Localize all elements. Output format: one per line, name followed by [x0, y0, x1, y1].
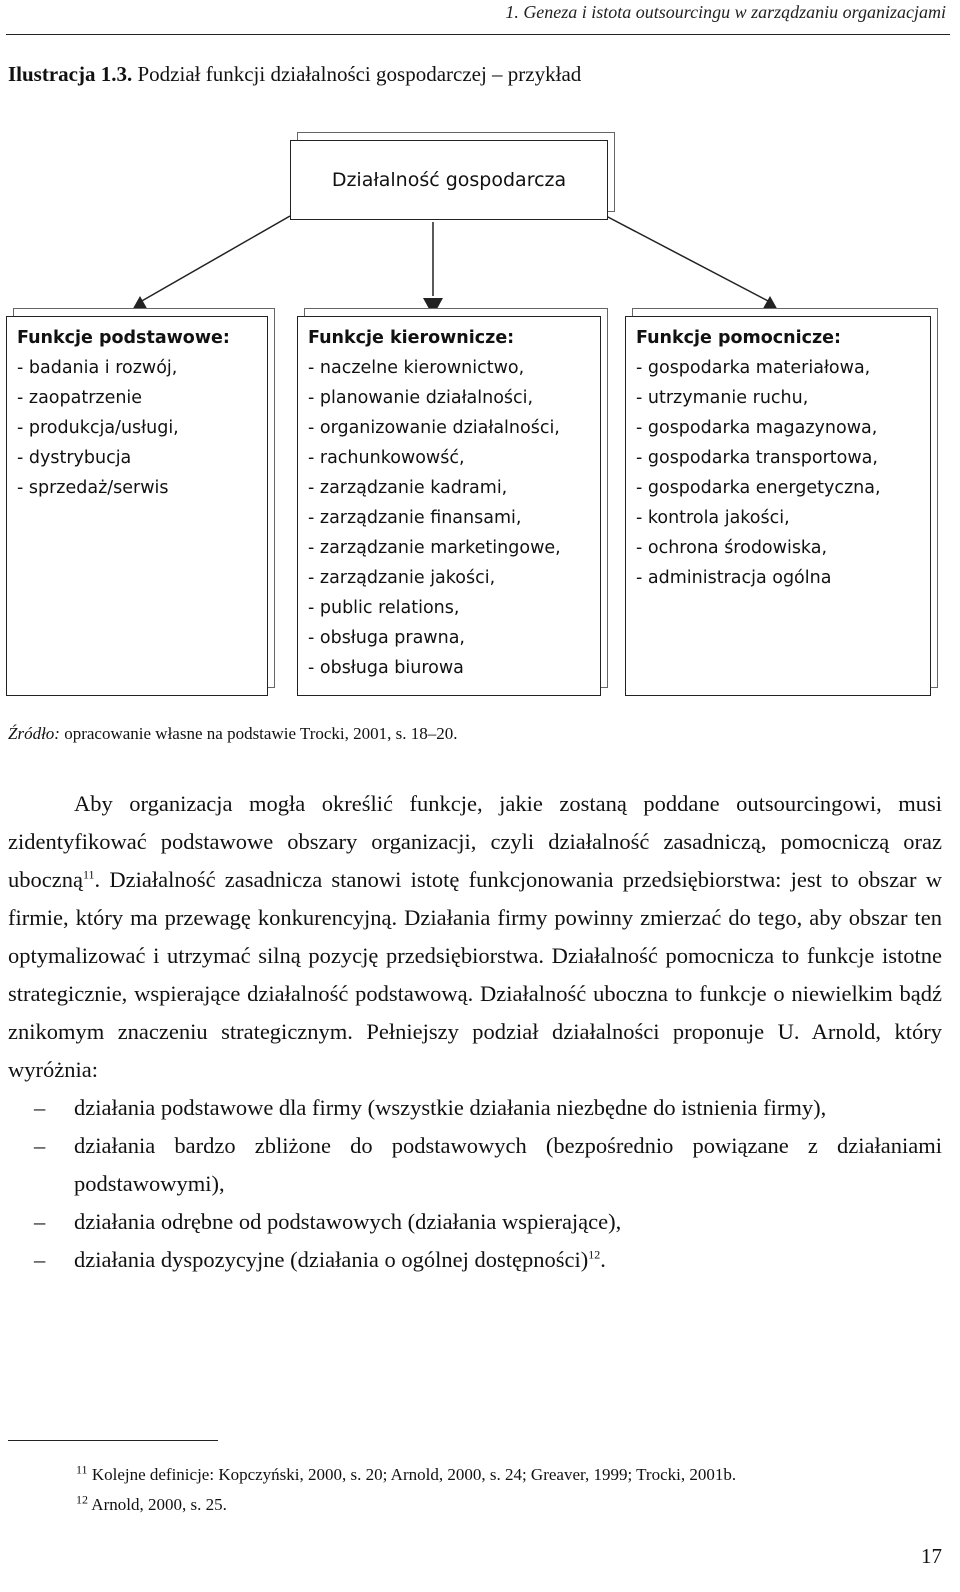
list-item-text: działania podstawowe dla firmy (wszystkie działania niezbędne do istnienia firmy),: [74, 1095, 827, 1120]
box-heading: Funkcje pomocnicze:: [636, 328, 842, 348]
dash-bullet: –: [34, 1209, 46, 1234]
list-item: - badania i rozwój,: [17, 358, 178, 378]
top-box-business-activity: [290, 140, 608, 220]
arnold-list: [8, 1089, 942, 1279]
list-item: [8, 1203, 942, 1241]
paragraph-part-b: . Działalność zasadnicza stanowi istotę funkcjonowania przedsiębiorstwa: jest to obszar w firmie, który ma przewagę konkurencyjną. Działania firmy powinny zmierzać do tego, aby obszar ten optymalizować i utrzymać silną pozycję przedsiębiorstwa. Działalność pomocnicza to funkcje istotne strategicznie, wspierające działalność podstawową. Działalność uboczna to funkcje o niewielkim bądź znikomym znaczeniu strategicznym. Pełniejszy podział działalności proponuje U. Arnold, który wyróżnia:: [8, 867, 942, 1082]
list-item: - zarządzanie jakości,: [308, 568, 496, 588]
running-title: 1. Geneza i istota outsourcingu w zarządzaniu organizacjami: [505, 2, 946, 22]
footnote-number: 12: [76, 1492, 88, 1507]
footnotes: [76, 1460, 736, 1520]
list-item: - ochrona środowiska,: [636, 538, 828, 558]
list-item: - obsługa prawna,: [308, 628, 465, 648]
list-item: - gospodarka magazynowa,: [636, 418, 878, 438]
box-heading: Funkcje kierownicze:: [308, 328, 515, 348]
list-item: [8, 1241, 942, 1279]
illustration-title: [8, 62, 581, 87]
illustration-caption: Podział funkcji działalności gospodarczej – przykład: [137, 62, 582, 86]
list-item: - obsługa biurowa: [308, 658, 464, 678]
footnote: [76, 1490, 736, 1520]
dash-bullet: –: [34, 1247, 46, 1272]
list-item: - zaopatrzenie: [17, 388, 143, 408]
list-item: [8, 1089, 942, 1127]
paragraph-part-a: Aby organizacja mogła określić funkcje, jakie zostaną poddane outsourcingowi, musi zidentyfikować podstawowe obszary organizacji, czyli działalność zasadniczą, pomocniczą oraz uboczną: [8, 791, 942, 892]
dash-bullet: –: [34, 1133, 46, 1158]
list-item: - zarządzanie kadrami,: [308, 478, 508, 498]
list-item: - dystrybucja: [17, 448, 132, 468]
footnote-number: 11: [76, 1462, 88, 1477]
list-item: - sprzedaż/serwis: [17, 478, 169, 498]
list-item-text: działania odrębne od podstawowych (działania wspierające),: [74, 1209, 622, 1234]
paragraph: [8, 785, 942, 1089]
list-item: - kontrola jakości,: [636, 508, 790, 528]
figure-source: [8, 724, 458, 744]
source-text: opracowanie własne na podstawie Trocki, 2001, s. 18–20.: [59, 724, 458, 743]
box-managerial-functions: [297, 316, 601, 696]
list-item: - public relations,: [308, 598, 460, 618]
body-text: [8, 785, 942, 1279]
list-item: - zarządzanie marketingowe,: [308, 538, 561, 558]
list-item: - gospodarka transportowa,: [636, 448, 878, 468]
list-item: - naczelne kierownictwo,: [308, 358, 525, 378]
org-function-diagram: [0, 100, 960, 720]
source-label: Źródło:: [8, 724, 60, 743]
box-basic-functions: [6, 316, 268, 696]
list-item: [8, 1127, 942, 1203]
box-heading: Funkcje podstawowe:: [17, 328, 230, 348]
list-item: - gospodarka energetyczna,: [636, 478, 881, 498]
list-item: - rachunkowowść,: [308, 448, 465, 468]
running-header: [6, 0, 950, 35]
box-support-functions: [625, 316, 931, 696]
footnote-ref: 12: [588, 1247, 601, 1262]
footnote-ref: 11: [82, 867, 95, 882]
list-item: - produkcja/usługi,: [17, 418, 179, 438]
footnote-divider: [8, 1440, 218, 1441]
list-item-text: działania bardzo zbliżone do podstawowych (bezpośrednio powiązane z działaniami podstawowymi),: [74, 1133, 942, 1196]
dash-bullet: –: [34, 1095, 46, 1120]
list-item: - zarządzanie finansami,: [308, 508, 522, 528]
list-item: - organizowanie działalności,: [308, 418, 560, 438]
list-item: - gospodarka materiałowa,: [636, 358, 871, 378]
list-item-text: działania dyspozycyjne (działania o ogólnej dostępności): [74, 1247, 589, 1272]
list-end-punct: .: [600, 1247, 606, 1272]
list-item: - utrzymanie ruchu,: [636, 388, 809, 408]
footnote: [76, 1460, 736, 1490]
page-number: 17: [921, 1544, 942, 1568]
illustration-label: Ilustracja 1.3.: [8, 62, 133, 86]
list-item: - administracja ogólna: [636, 568, 832, 588]
footnote-text: Kolejne definicje: Kopczyński, 2000, s. 20; Arnold, 2000, s. 24; Greaver, 1999; Trocki, 2001b.: [87, 1465, 737, 1484]
list-item: - planowanie działalności,: [308, 388, 534, 408]
footnote-text: Arnold, 2000, s. 25.: [88, 1495, 227, 1514]
top-box-label: Działalność gospodarcza: [331, 169, 567, 191]
